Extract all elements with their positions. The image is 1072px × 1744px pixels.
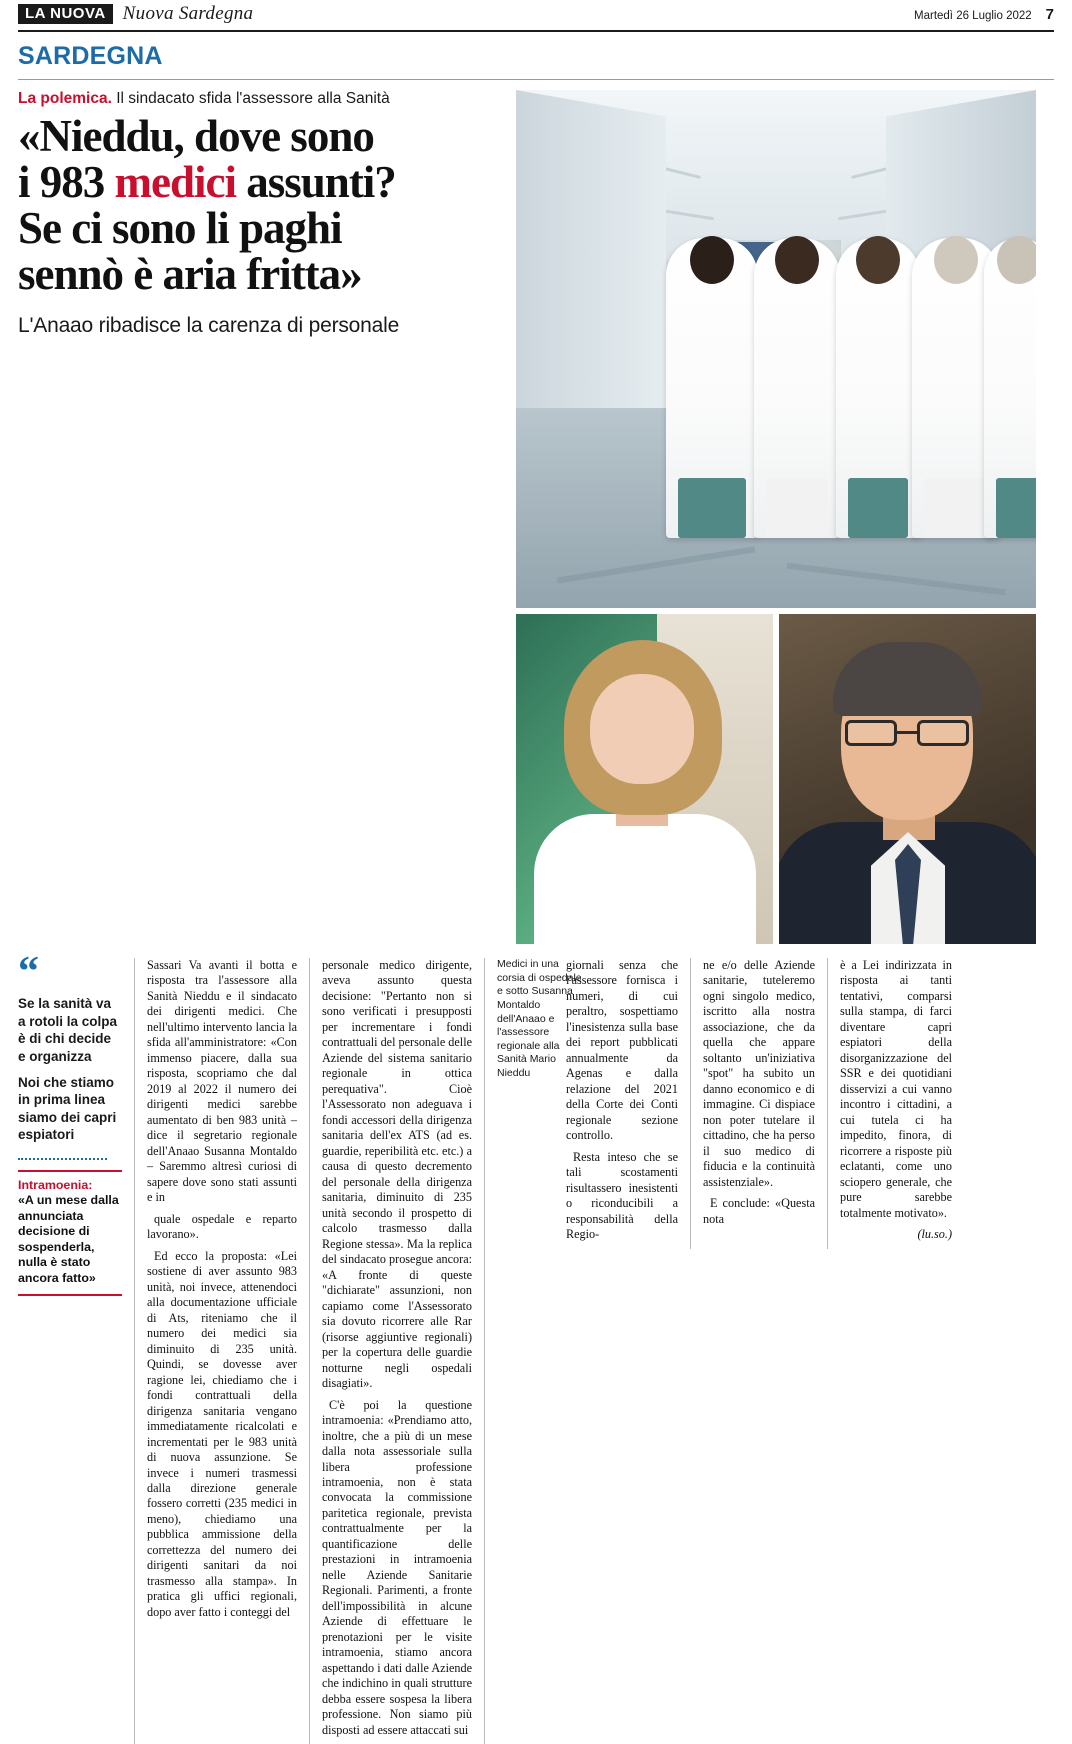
body-column-2 [322,958,472,1744]
masthead-script-title: Nuova Sardegna [122,3,254,24]
paragraph: giornali senza che l'assessore fornisca i numeri, di cui peraltro, sospettiamo l'inesistenza sulla base dei report pubblicati annualmente da Agenas e dalla relazione del 2021 della Corte dei Conti regionale sezione controllo. [566,958,678,1143]
lower-body-columns [566,958,1056,1249]
paragraph: E conclude: «Questa nota [703,1196,815,1226]
headline-highlight: medici [114,156,236,207]
paragraph: personale medico dirigente, aveva assunto questa decisione: "Pertanto non si sono verificati i presupposti per incrementare i fondi contrattuali del personale delle Aziende del sistema sanitario regionale in ottica perequativa". Cioè l'Assessorato non adeguava i fondi accessori della dirigenza sanitaria dell'ex ATS (ad es. guardie, reperibilità etc. etc.) a causa di questo decremento del personale della dirigenza sanitaria, diminuito di 235 unità secondo il prospetto di calcolo trasmesso dalla Regione stessa». Ma la replica del sindacato prosegue ancora: «A fronte di queste "dichiarate" assunzioni, non capiamo come l'Assessorato sia dovuto ricorrere alle Rar (risorse aggiuntive regionali) per la copertura delle guardie notturne negli ospedali disagiati». [322,958,472,1391]
paragraph: Sassari Va avanti il botta e risposta tra l'assessore alla Sanità Nieddu e il sindacato dei dirigenti medici. Che nell'ultimo intervento lancia la sfida all'amministratore: «Con immenso piacere, dalla sua risposta, scopriamo che dal 2019 al 2022 il numero dei dirigenti medici sarebbe aumentato di ben 983 unità – dice il segretario regionale dell'Anaao Susanna Montaldo – Saremmo altresì curiosi di sapere dove sono stati assunti e in [147,958,297,1205]
portrait-susanna-montaldo [516,614,773,944]
column-divider [484,958,485,1744]
body-column-3 [566,958,678,1249]
body-column-4 [703,958,815,1249]
page-title [18,111,502,299]
pullquote-text-1: Se la sanità va a rotoli la colpa è di chi decide e organizza [18,996,118,1065]
paragraph: C'è poi la questione intramoenia: «Prendiamo atto, inoltre, che a più di un mese dalla nota assessoriale sulla libera professione intramoenia, non è stata convocata la commissione paritetica regionale, prevista contrattualmente per la quantificazione delle prestazioni in intramoenia nelle Aziende Sanitarie Regionali. Parimenti, a fronte dell'impossibilità in alcune Aziende di effettuare le prenotazioni per le visite intramoenia, stiamo ancora aspettando i dati dalle Aziende che indichino in quali strutture debba essere sospesa la libera professione. Non siamo più disposti ad essere attaccati sui [322,1397,472,1737]
masthead [18,0,1054,32]
portraits-row [516,614,1036,944]
box-quote-text: «A un mese dalla annunciata decisione di sospenderla, nulla è stato ancora fatto» [18,1193,119,1285]
masthead-logo: LA NUOVA [18,4,113,24]
headline-line-2-post: assunti? [235,156,396,207]
box-quote-label: Intramoenia: [18,1177,93,1192]
section-divider [18,79,1054,80]
column-divider [827,958,828,1249]
masthead-meta [914,6,1054,23]
paragraph: Ed ecco la proposta: «Lei sostiene di aver assunto 983 unità, noi invece, attenendoci alla documentazione ufficiale di Ats, riteniamo che il numero dei medici sia diminuito di 235 unità. Quindi, se dovesse aver ragione lei, chiediamo che i fondi contrattuali della dirigenza sanitaria vengano immediatamente ricalcolati e incrementati per le 983 unità di nuova assunzione. Se invece i numeri trasmessi dalla direzione generale fossero corretti (235 medici in meno), chiediamo una pubblica ammissione della correttezza del numero dei dirigenti sanitari da noi trasmesso alla stampa». In pratica gli uffici regionali, dopo aver fatto i conteggi del [147,1248,297,1619]
headline-line-4: sennò è aria fritta» [18,248,362,299]
headline-block [18,90,516,944]
section-title: SARDEGNA [18,42,163,70]
masthead-page-number: 7 [1045,5,1054,23]
paragraph: è a Lei indirizzata in risposta ai tanti tentativi, comparsi sulla stampa, di farci diventare capri espiatori della disorganizzazione del SSR e dei quotidiani disservizi a cui vanno incontro i cittadini, a cui tutela ci ha impedito, finora, di ricorrere a risposte più eclatanti, come uno sciopero generale, che pure sarebbe totalmente motivato». [840,958,952,1220]
column-divider [690,958,691,1249]
column-divider [134,958,135,1744]
dotted-divider [18,1158,107,1160]
kicker-label: La polemica. [18,90,112,107]
headline-line-2-pre: i 983 [18,156,115,207]
kicker-text: Il sindacato sfida l'assessore alla Sanità [111,90,390,107]
kicker [18,90,502,108]
body-column-1 [147,958,297,1744]
headline-and-photo [18,90,1054,944]
box-quote [18,1170,122,1297]
photo-column [516,90,1036,944]
subheadline: L'Anaao ribadisce la carenza di personale [18,313,400,337]
paragraph: quale ospedale e reparto lavorano». [147,1211,297,1242]
byline: (lu.so.) [917,1227,952,1242]
headline-line-3: Se ci sono li paghi [18,202,342,253]
masthead-date: Martedì 26 Luglio 2022 [914,9,1032,22]
pullquote-text-2: Noi che stiamo in prima linea siamo dei capri espiatori [18,1074,117,1143]
photo-caption: Medici in una corsia di ospedale e sotto Susanna Montaldo dell'Anaao e l'assessore regionale alla Sanità Mario Nieddu [497,958,582,1080]
paragraph: ne e/o delle Aziende sanitarie, tuteleremo ogni singolo medico, iscritto alla nostra associazione, che da quella che appare soltanto un'iniziativa "spot" ha subito un danno economico e di immagine. Ci dispiace non poter tutelare il cittadino, che ha perso il suo medico di fiducia e la continuità assistenziale». [703,958,815,1189]
column-divider [309,958,310,1744]
headline-line-1: «Nieddu, dove sono [18,111,374,161]
pullquote-column [18,949,122,1744]
quote-mark-icon: “ [18,949,36,995]
body-column-5 [840,958,952,1249]
portrait-mario-nieddu [779,614,1036,944]
paragraph: Resta inteso che se tali scostamenti risultassero inesistenti o riconducibili a responsabilità della Regio- [566,1149,678,1242]
hospital-corridor-photo [516,90,1036,608]
